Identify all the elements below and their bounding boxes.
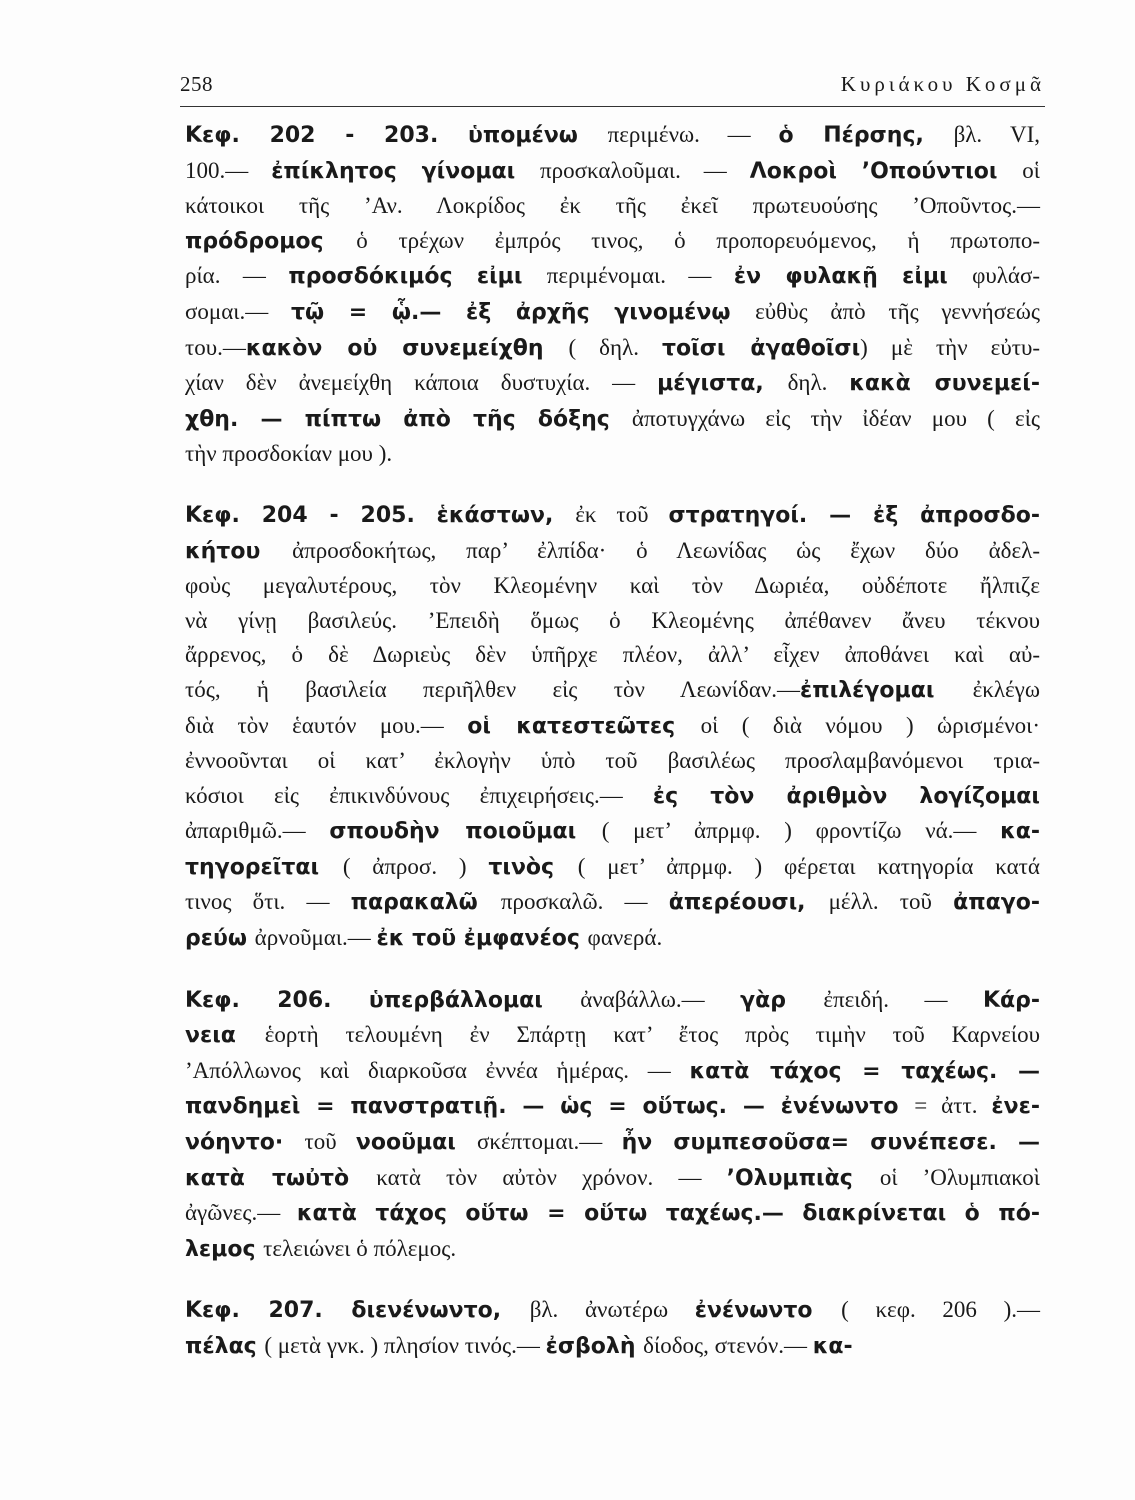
gloss-text: τελειώνει ὁ πόλεμος. bbox=[263, 1235, 457, 1261]
lemma-term: Λοκροὶ ’Οπούντιοι bbox=[749, 158, 1023, 184]
gloss-text: ( μετὰ γνκ. ) πλησίον τινός.— bbox=[264, 1333, 546, 1358]
text-line bbox=[185, 331, 1040, 367]
lemma-term: ’Ολυμπιὰς bbox=[726, 1165, 880, 1191]
gloss-text: οἱ ( διὰ νόμου ) ὡρισμένοι· bbox=[700, 712, 1040, 738]
gloss-text: κατὰ τὸν αὐτὸν χρόνον. — bbox=[376, 1164, 727, 1190]
text-line bbox=[185, 154, 1040, 190]
lemma-term: ἐκ τοῦ ἐμφανέος bbox=[376, 926, 588, 952]
text-line bbox=[185, 604, 1040, 639]
lemma-term: τινὸς bbox=[488, 854, 578, 880]
gloss-text: ) μὲ τὴν εὐτυ- bbox=[860, 334, 1041, 360]
text-line bbox=[185, 885, 1040, 921]
text-line bbox=[185, 1161, 1040, 1197]
lemma-term: ἀπερέουσι, bbox=[668, 890, 829, 916]
text-line bbox=[185, 638, 1040, 673]
text-line bbox=[185, 366, 1040, 402]
gloss-text: ἀπαριθμῶ.— bbox=[185, 818, 330, 844]
text-line bbox=[185, 673, 1040, 709]
text-line bbox=[185, 402, 1040, 438]
lemma-term: ἐπίκλητος γίνομαι bbox=[271, 158, 541, 184]
text-line bbox=[185, 259, 1040, 295]
lemma-term: ἐνε- bbox=[991, 1094, 1041, 1120]
lemma-term: κήτου bbox=[185, 538, 293, 564]
text-line bbox=[185, 1018, 1040, 1054]
lemma-term: ἐπιλέγομαι bbox=[800, 677, 973, 703]
page-number: 258 bbox=[180, 72, 213, 96]
gloss-text: φυλάσ- bbox=[972, 263, 1040, 289]
gloss-text: ἀπροσδοκήτως, παρ’ ἐλπίδα· ὁ Λεωνίδας ὡς ἔχων δύο ἀδελ- bbox=[292, 537, 1040, 563]
gloss-text: προσκαλοῦμαι. — bbox=[540, 157, 750, 183]
gloss-text: φοὺς μεγαλυτέρους, τὸν Κλεομένην καὶ τὸν Δωριέα, οὐδέποτε ἤλπιζε bbox=[185, 573, 1040, 599]
lemma-term: ἐν φυλακῇ εἰμι bbox=[733, 264, 973, 290]
running-head bbox=[180, 72, 1045, 104]
lemma-term: κακὰ συνεμεί- bbox=[849, 371, 1040, 397]
text-line bbox=[185, 224, 1040, 260]
lemma-term: πρόδρομος bbox=[185, 228, 357, 254]
gloss-text: τινος ὅτι. — bbox=[185, 889, 351, 915]
gloss-text: τοῦ bbox=[304, 1129, 356, 1155]
paragraph bbox=[185, 118, 1040, 472]
text-line bbox=[185, 534, 1040, 570]
gloss-text: ρία. — bbox=[185, 263, 289, 289]
gloss-text: ἐπειδή. — bbox=[823, 986, 983, 1012]
lemma-term: ὑπομένω bbox=[468, 123, 608, 148]
gloss-text: βλ. ἀνωτέρω bbox=[529, 1297, 695, 1323]
lemma-term: νόηντο· bbox=[185, 1130, 305, 1156]
text-line bbox=[185, 118, 1040, 154]
gloss-text: ἑορτὴ τελουμένη ἐν Σπάρτῃ κατ’ ἔτος πρὸς τιμὴν τοῦ Καρνείου bbox=[264, 1022, 1041, 1048]
gloss-text: σομαι.— bbox=[185, 298, 291, 324]
lemma-term: νεια bbox=[185, 1023, 265, 1049]
text-line bbox=[185, 437, 1040, 472]
gloss-text: ἀναβάλλω.— bbox=[580, 986, 741, 1012]
lemma-term: Κεφ. 206. ὑπερβάλλομαι bbox=[185, 987, 581, 1013]
text-line bbox=[185, 709, 1040, 745]
gloss-text: φανερά. bbox=[587, 925, 663, 951]
gloss-text: βλ. VI, bbox=[953, 122, 1040, 147]
lemma-term: τῷ = ᾧ.— ἐξ ἀρχῆς γινομένῳ bbox=[290, 299, 756, 325]
gloss-text: δίοδος, στενόν.— bbox=[643, 1333, 813, 1358]
text-line bbox=[185, 1293, 1040, 1329]
lemma-term: πέλας bbox=[185, 1334, 265, 1359]
gloss-text: περιμένω. — bbox=[607, 122, 779, 147]
lemma-term: λεμος bbox=[185, 1236, 264, 1262]
gloss-text: κόσιοι εἰς ἐπικινδύνους ἐπιχειρήσεις.— bbox=[185, 782, 653, 808]
lemma-term: σπουδὴν ποιοῦμαι bbox=[329, 819, 602, 845]
gloss-text: ’Απόλλωνος καὶ διαρκοῦσα ἐννέα ἡμέρας. — bbox=[185, 1057, 690, 1083]
running-title: Κυριάκου Κοσμᾶ bbox=[840, 72, 1045, 96]
commentary-body bbox=[185, 118, 1040, 1365]
text-line bbox=[185, 295, 1040, 331]
gloss-text: εὐθὺς ἀπὸ τῆς γεννήσεώς bbox=[755, 298, 1040, 324]
lemma-term: στρατηγοί. — ἐξ ἀπροσδο- bbox=[668, 502, 1040, 528]
gloss-text: τός, ἡ βασιλεία περιῆλθεν εἰς τὸν Λεωνίδαν.— bbox=[185, 676, 801, 702]
text-line bbox=[185, 189, 1040, 224]
lemma-term: ἦν συμπεσοῦσα= συνέπεσε. — bbox=[621, 1130, 1040, 1156]
lemma-term: μέγιστα, bbox=[657, 371, 788, 397]
text-line bbox=[185, 1329, 1040, 1365]
lemma-term: παρακαλῶ bbox=[350, 890, 501, 916]
text-line bbox=[185, 850, 1040, 886]
lemma-term: ρεύω bbox=[185, 926, 255, 952]
gloss-text: = ἀττ. bbox=[914, 1093, 992, 1119]
lemma-term: ἐνένωντο bbox=[694, 1298, 842, 1324]
lemma-term: οἱ κατεστεῶτες bbox=[467, 713, 701, 739]
lemma-term: κατὰ τωὐτὸ bbox=[185, 1165, 377, 1191]
gloss-text: δηλ. bbox=[787, 370, 850, 396]
lemma-term: ἐς τὸν ἀριθμὸν λογίζομαι bbox=[652, 783, 1040, 809]
paragraph bbox=[185, 1293, 1040, 1364]
lemma-term: προσδόκιμός εἰμι bbox=[288, 264, 547, 290]
gloss-text: ἐννοοῦνται οἱ κατ’ ἐκλογὴν ὑπὸ τοῦ βασιλέως προσλαμβανόμενοι τρια- bbox=[185, 748, 1040, 774]
paragraph bbox=[185, 498, 1040, 957]
gloss-text: ἀποτυγχάνω εἰς τὴν ἰδέαν μου ( εἰς bbox=[631, 405, 1040, 431]
text-line bbox=[185, 569, 1040, 604]
gloss-text: ( ἀπροσ. ) bbox=[342, 853, 489, 879]
lemma-term: κατὰ τάχος οὕτω = οὕτω ταχέως.— διακρίνεται ὁ πό- bbox=[296, 1201, 1040, 1227]
gloss-text: νὰ γίνῃ βασιλεύς. ’Επειδὴ ὅμως ὁ Κλεομένης ἀπέθανεν ἄνευ τέκνου bbox=[185, 607, 1040, 633]
lemma-term: Κεφ. 207. διενένωντο, bbox=[185, 1298, 530, 1324]
text-line bbox=[185, 498, 1040, 534]
gloss-text: ( δηλ. bbox=[568, 334, 663, 360]
lemma-term: ὁ Πέρσης, bbox=[778, 123, 954, 148]
gloss-text: τὴν προσδοκίαν μου ). bbox=[185, 441, 393, 467]
lemma-term: γὰρ bbox=[740, 987, 824, 1013]
lemma-term: χθη. — πίπτω ἀπὸ τῆς δόξης bbox=[185, 406, 632, 432]
gloss-text: ( μετ’ ἀπρμφ. ) φροντίζω νά.— bbox=[601, 818, 1001, 844]
text-line bbox=[185, 779, 1040, 815]
gloss-text: περιμένομαι. — bbox=[546, 263, 734, 289]
text-line bbox=[185, 1232, 1040, 1268]
gloss-text: 100.— bbox=[185, 157, 272, 183]
gloss-text: ἐκλέγω bbox=[972, 676, 1040, 702]
gloss-text: ( μετ’ ἀπρμφ. ) φέρεται κατηγορία κατά bbox=[577, 853, 1040, 879]
paragraph bbox=[185, 983, 1040, 1268]
gloss-text: προσκαλῶ. — bbox=[500, 889, 669, 915]
text-line bbox=[185, 1125, 1040, 1161]
lemma-term: ἀπαγο- bbox=[953, 890, 1040, 916]
text-line bbox=[185, 1196, 1040, 1232]
text-line bbox=[185, 814, 1040, 850]
lemma-term: Κάρ- bbox=[982, 987, 1040, 1013]
text-line bbox=[185, 983, 1040, 1019]
gloss-text: οἱ ’Ολυμπιακοὶ bbox=[879, 1164, 1040, 1190]
gloss-text: διὰ τὸν ἑαυτόν μου.— bbox=[185, 712, 468, 738]
lemma-term: Κεφ. 204 - 205. ἑκάστων, bbox=[185, 502, 576, 528]
header-rule bbox=[180, 106, 1045, 107]
gloss-text: ( κεφ. 206 ).— bbox=[841, 1297, 1041, 1323]
text-line bbox=[185, 744, 1040, 779]
gloss-text: του.— bbox=[185, 334, 246, 360]
lemma-term: πανδημεὶ = πανστρατιῇ. — ὡς = οὕτως. — ἐνένωντο bbox=[185, 1094, 915, 1120]
lemma-term: κακὸν οὐ συνεμείχθη bbox=[245, 335, 569, 361]
gloss-text: ἐκ τοῦ bbox=[575, 501, 669, 527]
lemma-term: τοῖσι ἀγαθοῖσι bbox=[662, 335, 861, 361]
text-line bbox=[185, 1089, 1040, 1125]
gloss-text: ἀγῶνες.— bbox=[185, 1200, 297, 1226]
gloss-text: χίαν δὲν ἀνεμείχθη κάποια δυστυχία. — bbox=[185, 370, 658, 396]
gloss-text: μέλλ. τοῦ bbox=[828, 889, 954, 915]
gloss-text: οἱ bbox=[1022, 157, 1040, 183]
gloss-text: σκέπτομαι.— bbox=[476, 1129, 622, 1155]
gloss-text: κάτοικοι τῆς ’Αν. Λοκρίδος ἐκ τῆς ἐκεῖ πρωτευούσης ’Οποῦντος.— bbox=[185, 193, 1040, 219]
lemma-term: τηγορεῖται bbox=[185, 854, 343, 880]
lemma-term: κατὰ τάχος = ταχέως. — bbox=[689, 1058, 1040, 1084]
gloss-text: ἄρρενος, ὁ δὲ Δωριεὺς δὲν ὑπῆρχε πλέον, ἀλλ’ εἶχεν ἀποθάνει καὶ αὐ- bbox=[185, 642, 1040, 668]
text-line bbox=[185, 921, 1040, 957]
lemma-term: νοοῦμαι bbox=[355, 1130, 477, 1156]
lemma-term: ἐσβολὴ bbox=[545, 1334, 644, 1359]
text-line bbox=[185, 1054, 1040, 1090]
lemma-term: Κεφ. 202 - 203. bbox=[185, 123, 469, 148]
lemma-term: κα- bbox=[1000, 819, 1040, 845]
gloss-text: ἀρνοῦμαι.— bbox=[254, 925, 377, 951]
gloss-text: ὁ τρέχων ἐμπρός τινος, ὁ προπορευόμενος, ἡ πρωτοπο- bbox=[356, 227, 1040, 253]
lemma-term: κα- bbox=[812, 1334, 853, 1359]
